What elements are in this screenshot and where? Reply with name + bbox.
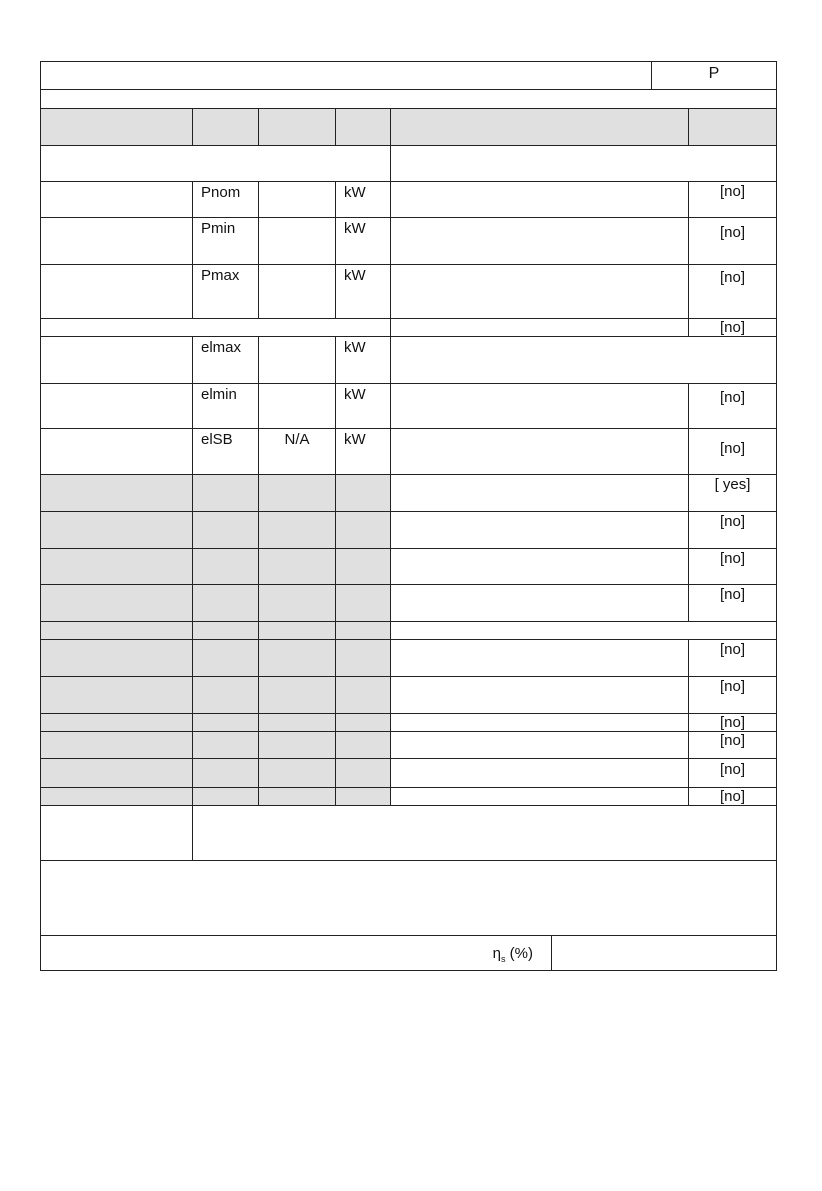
row-pnom-unit: kW <box>335 181 391 218</box>
grey-row-symbol <box>192 548 259 585</box>
grey-row-flag: [no] <box>688 548 777 585</box>
row-pnom-symbol: Pnom <box>192 181 259 218</box>
grey-row-flag: [no] <box>688 731 777 759</box>
grey-row-label <box>40 676 193 714</box>
col-header-flag <box>688 108 777 146</box>
row-elmin-symbol: elmin <box>192 383 259 429</box>
eta-label: $\eta_s$ (%) <box>492 945 533 964</box>
notes-label <box>40 805 193 861</box>
row-elmax-description <box>390 336 777 384</box>
grey-row-symbol <box>192 676 259 714</box>
row-pmax-description <box>390 264 689 319</box>
grey-row-description <box>390 731 689 759</box>
row-pmax-label <box>40 264 193 319</box>
row-elsb-value: N/A <box>258 428 336 475</box>
row-pmax-value <box>258 264 336 319</box>
grey-row-label <box>40 639 193 677</box>
separator-description <box>390 318 689 337</box>
grey-row-unit <box>335 713 391 732</box>
row-pmin-unit: kW <box>335 217 391 265</box>
grey-row-unit <box>335 758 391 788</box>
grey-row-symbol <box>192 758 259 788</box>
section-heading-left <box>40 145 391 182</box>
row-elsb-description <box>390 428 689 475</box>
grey-row-flag: [no] <box>688 787 777 806</box>
grey-row-label <box>40 731 193 759</box>
grey-row-flag: [no] <box>688 584 777 622</box>
grey-row-description <box>390 548 689 585</box>
title-cell <box>40 61 652 90</box>
grey-row-value <box>258 731 336 759</box>
grey-row-value <box>258 511 336 549</box>
grey-row-flag: [no] <box>688 713 777 732</box>
grey-row-unit <box>335 731 391 759</box>
grey-row-symbol <box>192 584 259 622</box>
grey-row-description <box>390 584 689 622</box>
row-elsb-flag: [no] <box>688 428 777 475</box>
seasonal-efficiency-label <box>40 935 552 971</box>
grey-separator-symbol <box>192 621 259 640</box>
grey-row-symbol <box>192 731 259 759</box>
grey-row-label <box>40 787 193 806</box>
grey-row-value <box>258 584 336 622</box>
grey-row-label <box>40 584 193 622</box>
grey-separator-value <box>258 621 336 640</box>
grey-row-value <box>258 713 336 732</box>
grey-row-description <box>390 676 689 714</box>
grey-row-flag: [no] <box>688 676 777 714</box>
col-header-symbol <box>192 108 259 146</box>
separator-flag: [no] <box>688 318 777 337</box>
row-pnom-flag: [no] <box>688 181 777 218</box>
row-elmax-label <box>40 336 193 384</box>
grey-row-value <box>258 639 336 677</box>
grey-row-label <box>40 713 193 732</box>
grey-row-unit <box>335 474 391 512</box>
row-elmin-flag: [no] <box>688 383 777 429</box>
grey-row-symbol <box>192 713 259 732</box>
grey-row-value <box>258 474 336 512</box>
row-elmax-value <box>258 336 336 384</box>
grey-row-description <box>390 787 689 806</box>
row-elmax-unit: kW <box>335 336 391 384</box>
grey-row-description <box>390 758 689 788</box>
grey-row-symbol <box>192 511 259 549</box>
row-elsb-unit: kW <box>335 428 391 475</box>
notes-content <box>192 805 777 861</box>
grey-separator-label <box>40 621 193 640</box>
row-pnom-label <box>40 181 193 218</box>
col-header-item <box>40 108 193 146</box>
grey-row-flag: [no] <box>688 511 777 549</box>
grey-row-unit <box>335 584 391 622</box>
row-elmin-unit: kW <box>335 383 391 429</box>
grey-row-flag: [no] <box>688 639 777 677</box>
code-cell: P <box>651 61 777 90</box>
grey-row-value <box>258 676 336 714</box>
seasonal-efficiency-value <box>551 935 777 971</box>
row-pmax-unit: kW <box>335 264 391 319</box>
row-pmin-value <box>258 217 336 265</box>
row-pmin-description <box>390 217 689 265</box>
separator-left <box>40 318 391 337</box>
grey-row-symbol <box>192 474 259 512</box>
row-elmin-value <box>258 383 336 429</box>
grey-row-label <box>40 758 193 788</box>
col-header-value <box>258 108 336 146</box>
grey-row-unit <box>335 639 391 677</box>
grey-row-unit <box>335 548 391 585</box>
row-pnom-description <box>390 181 689 218</box>
grey-row-unit <box>335 787 391 806</box>
grey-row-symbol <box>192 639 259 677</box>
grey-row-label <box>40 511 193 549</box>
row-pmax-symbol: Pmax <box>192 264 259 319</box>
grey-row-description <box>390 474 689 512</box>
row-elmin-label <box>40 383 193 429</box>
grey-row-label <box>40 474 193 512</box>
grey-row-description <box>390 713 689 732</box>
row-elsb-symbol: elSB <box>192 428 259 475</box>
row-elmin-description <box>390 383 689 429</box>
grey-row-label <box>40 548 193 585</box>
document-table <box>40 61 777 971</box>
row-pnom-value <box>258 181 336 218</box>
row-elmax-symbol: elmax <box>192 336 259 384</box>
grey-row-description <box>390 511 689 549</box>
section-heading-right <box>390 145 777 182</box>
grey-row-value <box>258 787 336 806</box>
grey-row-symbol <box>192 787 259 806</box>
grey-separator-unit <box>335 621 391 640</box>
grey-row-flag: [ yes] <box>688 474 777 512</box>
col-header-unit <box>335 108 391 146</box>
grey-row-unit <box>335 511 391 549</box>
row-pmin-flag: [no] <box>688 217 777 265</box>
grey-row-value <box>258 548 336 585</box>
row-pmax-flag: [no] <box>688 264 777 319</box>
row-elsb-label <box>40 428 193 475</box>
grey-separator-description <box>390 621 777 640</box>
row-pmin-label <box>40 217 193 265</box>
col-header-description <box>390 108 689 146</box>
grey-row-description <box>390 639 689 677</box>
grey-row-value <box>258 758 336 788</box>
row-pmin-symbol: Pmin <box>192 217 259 265</box>
grey-row-unit <box>335 676 391 714</box>
subtitle-row <box>40 89 777 109</box>
remarks-box <box>40 860 777 936</box>
grey-row-flag: [no] <box>688 758 777 788</box>
